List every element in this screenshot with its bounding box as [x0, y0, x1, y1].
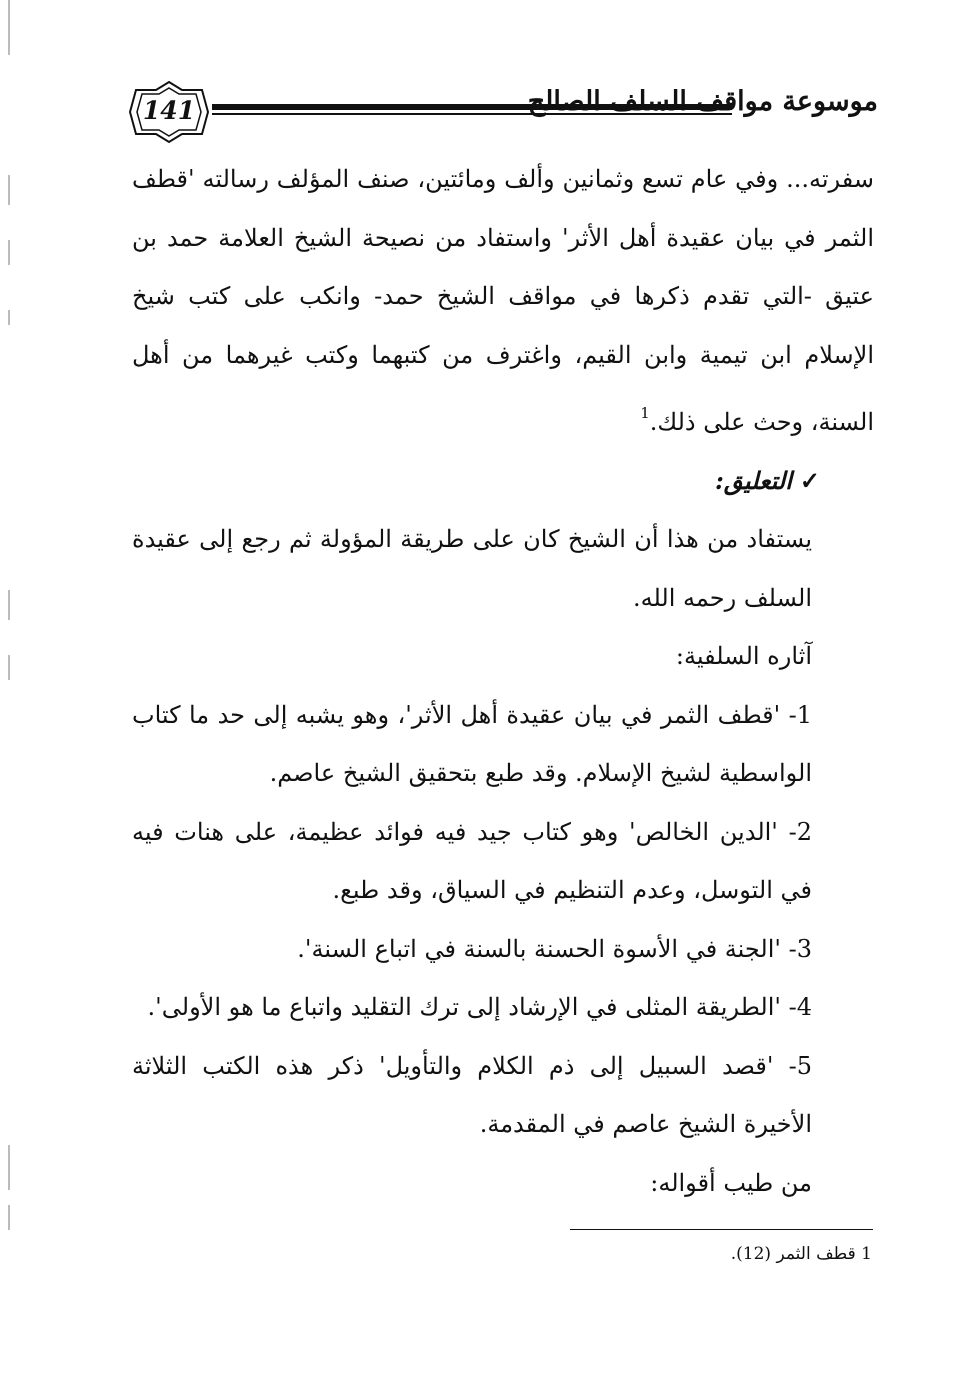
page-body: [132, 150, 874, 1212]
commentary-paragraph: يستفاد من هذا أن الشيخ كان على طريقة المؤولة ثم رجع إلى عقيدة السلف رحمه الله.: [132, 525, 812, 612]
footnote: [731, 1244, 872, 1264]
scan-edge-mark: [8, 240, 10, 265]
scan-edge-mark: [8, 1205, 10, 1230]
works-item: 1- 'قطف الثمر في بيان عقيدة أهل الأثر'، وهو يشبه إلى حد ما كتاب الواسطية لشيخ الإسلام. وقد طبع بتحقيق الشيخ عاصم.: [132, 700, 812, 787]
works-item: 4- 'الطريقة المثلى في الإرشاد إلى ترك التقليد واتباع ما هو الأولى'.: [147, 993, 812, 1021]
checkmark-icon: ✓: [799, 465, 820, 495]
section-heading: [132, 452, 874, 511]
body-paragraph: [132, 150, 874, 452]
footnote-text: قطف الثمر (12).: [730, 1244, 856, 1264]
footnote-number: 1: [861, 1244, 872, 1264]
paragraph-text: سفرته... وفي عام تسع وثمانين وألف ومائتين، صنف المؤلف رسالته 'قطف الثمر في بيان عقيدة أهل الأثر' واستفاد من نصيحة الشيخ العلامة حمد بن عتيق -التي تقدم ذكرها في مواقف الشيخ حمد- وانكب على كتب شيخ الإسلام ابن تيمية وابن القيم، واغترف من كتبهما وكتب غيرهما من أهل السنة، وحث على ذلك.: [132, 165, 874, 436]
page-number: 141: [142, 96, 196, 125]
scan-edge-mark: [8, 175, 10, 205]
scan-edge-mark: [8, 310, 10, 325]
section-heading-text: التعليق:: [715, 465, 792, 495]
works-item: 2- 'الدين الخالص' وهو كتاب جيد فيه فوائد عظيمة، على هنات فيه في التوسل، وعدم التنظيم في السياق، وقد طبع.: [132, 817, 813, 904]
scan-edge-mark: [8, 1145, 10, 1190]
footnote-separator: [570, 1229, 873, 1230]
works-heading: آثاره السلفية:: [675, 642, 812, 670]
works-item: 3- 'الجنة في الأسوة الحسنة بالسنة في اتباع السنة'.: [297, 934, 812, 963]
page-header: [128, 72, 878, 152]
works-item: 5- 'قصد السبيل إلى ذم الكلام والتأويل' ذكر هذه الكتب الثلاثة الأخيرة الشيخ عاصم في المقدمة.: [132, 1051, 813, 1138]
footnote-reference: 1: [640, 404, 650, 422]
page-number-badge: [128, 80, 210, 144]
scan-edge-mark: [8, 0, 10, 55]
scan-edge-mark: [8, 655, 10, 680]
sayings-heading: من طيب أقواله:: [650, 1168, 812, 1197]
scan-edge-mark: [8, 590, 10, 620]
series-title: موسوعة مواقف السلف الصالح: [527, 86, 878, 117]
